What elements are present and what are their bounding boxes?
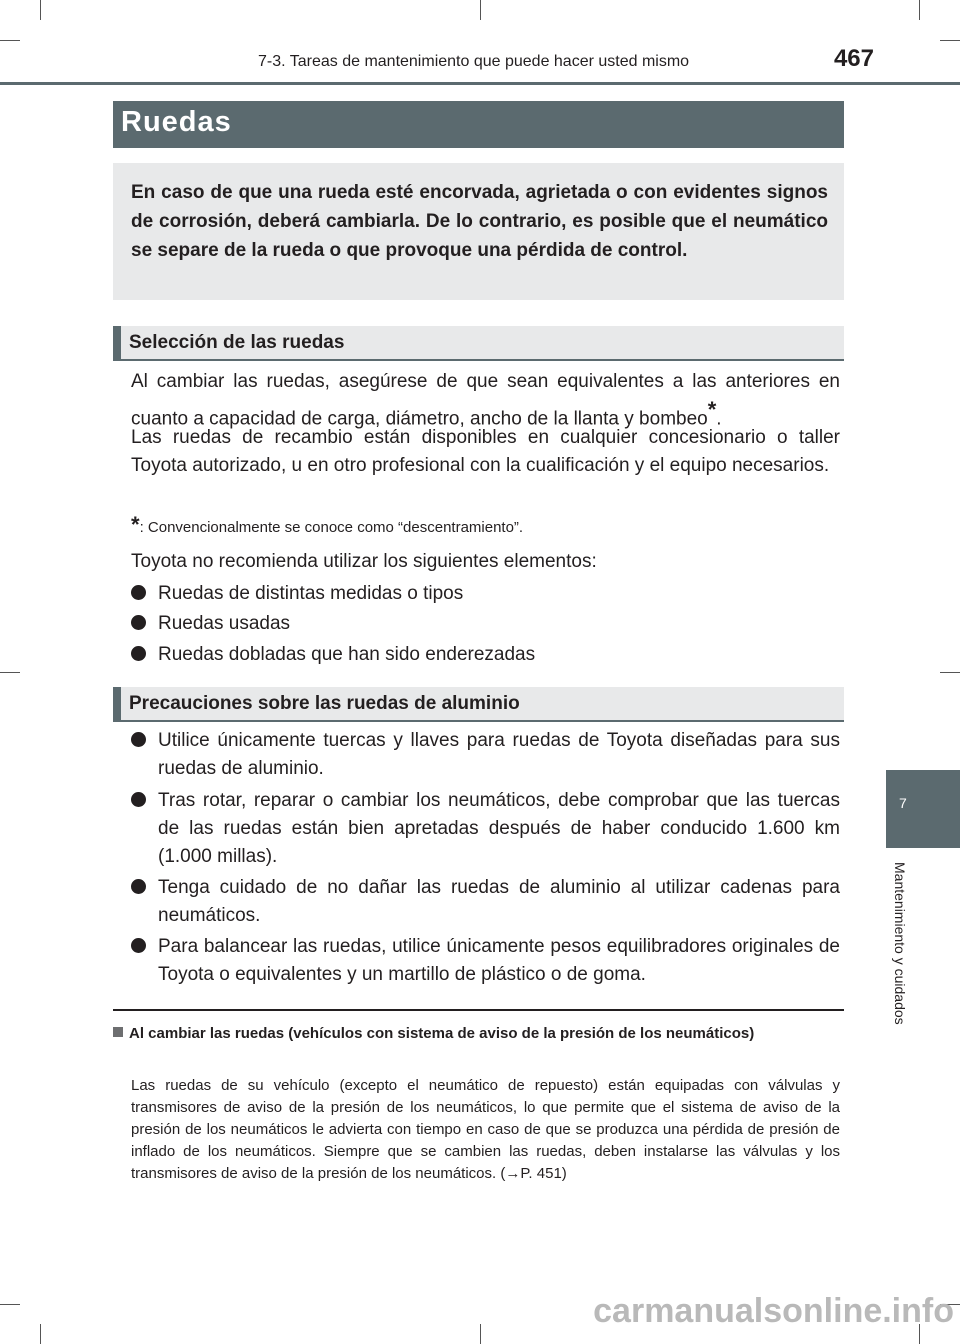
running-header: 7-3. Tareas de mantenimiento que puede hacer usted mismo (258, 53, 690, 70)
crop-mark (480, 1324, 481, 1344)
crop-mark (0, 672, 20, 673)
list-item-text: Tenga cuidado de no dañar las ruedas de aluminio al utilizar cadenas para neumáticos. (158, 877, 840, 926)
crop-mark (480, 0, 481, 20)
list-item (131, 641, 840, 669)
section-heading-label: Precauciones sobre las ruedas de aluminio (129, 693, 520, 714)
list-item (131, 787, 840, 871)
page-number: 467 (833, 45, 874, 72)
watermark: carmanualsonline.info (593, 1292, 954, 1330)
paragraph-dealers: Las ruedas de recambio están disponibles en cualquier concesionario o taller Toyota autorizado, u en otro profesional con la cualificación y el equipo necesarios. (131, 427, 840, 476)
crop-mark (40, 0, 41, 20)
bullet-icon (131, 732, 146, 747)
paragraph-text: . (716, 408, 722, 430)
list-item (131, 610, 840, 638)
list-item (131, 874, 840, 930)
chapter-tab-label: Mantenimiento y cuidados (892, 862, 908, 1025)
bullet-icon (131, 792, 146, 807)
bullet-icon (131, 615, 146, 630)
note-body: Las ruedas de su vehículo (excepto el neumático de repuesto) están equipadas con válvulas y transmisores de aviso de la presión de los neumáticos, lo que permite que el sistema de aviso de la presión de los neumáticos le advierta con tiempo en caso de que se produzca una pérdida de presión de inflado de los neumáticos. Siempre que se cambien las ruedas, deben instalarse las válvulas y los transmisores de aviso de la presión de los neumáticos. (→P. 451) (131, 1077, 840, 1182)
bullet-icon (131, 646, 146, 661)
paragraph-not-recommended: Toyota no recomienda utilizar los siguientes elementos: (131, 551, 597, 572)
list-item-text: Para balancear las ruedas, utilice únicamente pesos equilibradores originales de Toyota o equivalentes y un martillo de plástico o de goma. (158, 936, 840, 985)
header-rule (0, 82, 960, 85)
footnote (131, 512, 523, 538)
footnote-text: : Convencionalmente se conoce como “descentramiento”. (139, 519, 524, 536)
note-heading-text: Al cambiar las ruedas (vehículos con sistema de aviso de la presión de los neumáticos) (129, 1025, 755, 1042)
footnote-star: * (707, 397, 717, 422)
footnote-star: * (131, 512, 140, 537)
intro-text: En caso de que una rueda esté encorvada, agrietada o con evidentes signos de corrosión, deberá cambiarla. De lo contrario, es posible que el neumático se separe de la rueda o que provoque una pérdida de control. (131, 182, 828, 261)
list-item-text: Ruedas de distintas medidas o tipos (158, 583, 464, 604)
page-title: Ruedas (121, 106, 232, 138)
section-heading-bar (113, 326, 121, 359)
separator-rule (113, 1009, 844, 1011)
list-item-text: Ruedas usadas (158, 613, 291, 634)
list-item (131, 727, 840, 783)
list-item (131, 580, 840, 608)
section-heading-seleccion (113, 326, 844, 361)
crop-mark (40, 1324, 41, 1344)
square-bullet-icon (113, 1027, 123, 1037)
chapter-tab (886, 770, 960, 848)
bullet-icon (131, 938, 146, 953)
section-heading-aluminio (113, 687, 844, 722)
bullet-icon (131, 879, 146, 894)
bullet-icon (131, 585, 146, 600)
paragraph-text: Al cambiar las ruedas, asegúrese de que sean equivalentes a las anteriores en cuanto a capacidad de carga, diámetro, ancho de la llanta y bombeo (131, 371, 840, 430)
note-heading (113, 1022, 844, 1045)
list-item (131, 933, 840, 989)
list-item-text: Tras rotar, reparar o cambiar los neumáticos, debe comprobar que las tuercas de las ruedas están bien apretadas después de haber conducido 1.600 km (1.000 millas). (158, 790, 840, 867)
crop-mark (0, 1304, 20, 1305)
chapter-tab-number: 7 (899, 795, 907, 811)
crop-mark (940, 672, 960, 673)
crop-mark (940, 40, 960, 41)
section-heading-bar (113, 687, 121, 720)
crop-mark (919, 0, 920, 20)
list-item-text: Utilice únicamente tuercas y llaves para ruedas de Toyota diseñadas para sus ruedas de aluminio. (158, 730, 840, 779)
list-item-text: Ruedas dobladas que han sido enderezadas (158, 644, 536, 665)
crop-mark (0, 40, 20, 41)
section-heading-label: Selección de las ruedas (129, 332, 345, 353)
